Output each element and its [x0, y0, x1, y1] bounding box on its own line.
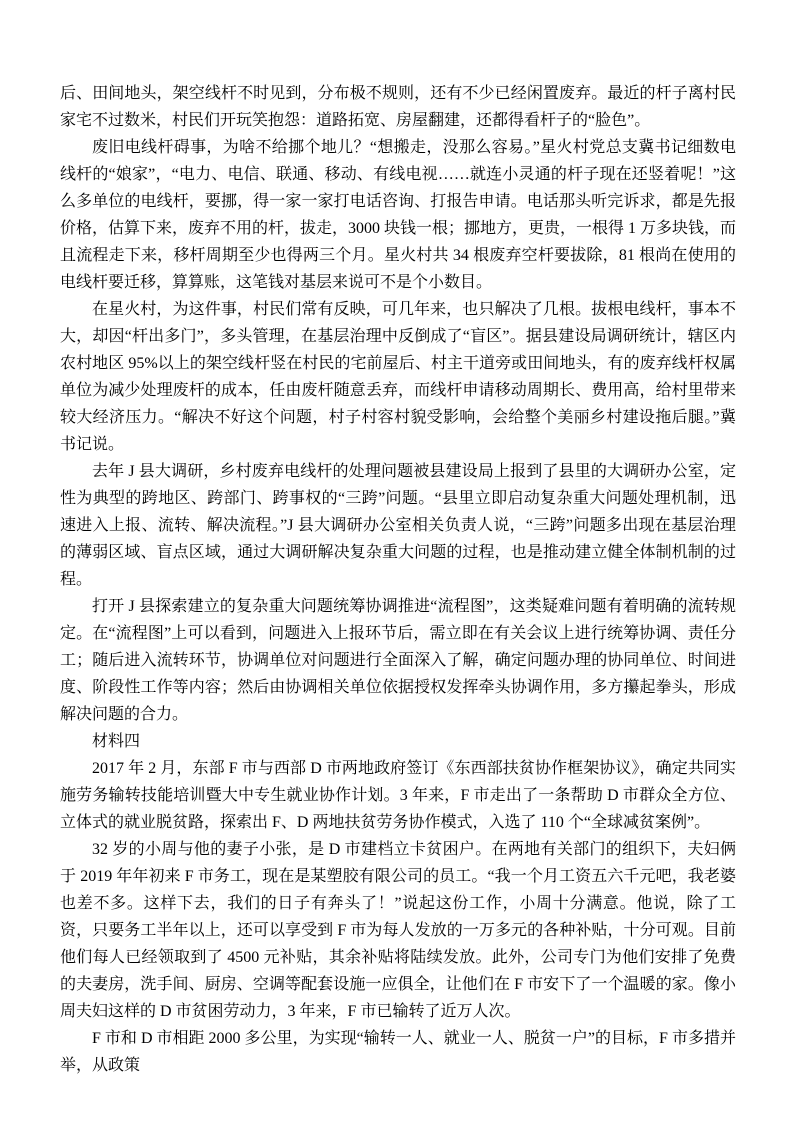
paragraph: 废旧电线杆碍事，为啥不给挪个地儿？“想搬走，没那么容易。”星火村党总支冀书记细数电线杆的“娘家”，“电力、电信、联通、移动、有线电视……就连小灵通的杆子现在还竖着呢！”这么多单位的电线杆，要挪，得一家一家打电话咨询、打报告申请。电话那头听完诉求，都是先报价格，估算下来，废弃不用的杆，拔走，3000 块钱一根；挪地方，更贵，一根得 1 万多块钱，而且流程走下来，移杆周期至少也得两三个月。星火村共 34 根废弃空杆要拔除，81 根尚在使用的电线杆要迁移，算算账，这笔钱对基层来说可不是个小数目。 [60, 139, 737, 291]
paragraph: 在星火村，为这件事，村民们常有反映，可几年来，也只解决了几根。拔根电线杆，事本不大，却因“杆出多门”，多头管理，在基层治理中反倒成了“盲区”。据县建设局调研统计，辖区内农村地区 95%以上的架空线杆竖在村民的宅前屋后、村主干道旁或田间地头，有的废弃线杆权属单位为减少处理废杆的成本，任由废杆随意丢弃，而线杆申请移动周期长、费用高，给村里带来较大经济压力。“解决不好这个问题，村子村容村貌受影响，会给整个美丽乡村建设拖后腿。”冀书记说。 [60, 301, 736, 453]
paragraph: 32 岁的小周与他的妻子小张，是 D 市建档立卡贫困户。在两地有关部门的组织下，夫妇俩于 2019 年年初来 F 市务工，现在是某塑胶有限公司的员工。“我一个月工资五六千元吧，我老婆也差不多。这样下去，我们的日子有奔头了！”说起这份工作，小周十分满意。他说，除了工资，只要务工半年以上，还可以享受到 F 市为每人发放的一万多元的各种补贴，十分可观。目前他们每人已经领取到了 4500 元补贴，其余补贴将陆续发放。此外，公司专门为他们安排了免费的夫妻房，洗手间、厨房、空调等配套设施一应俱全，让他们在 F 市安下了一个温暖的家。像小周夫妇这样的 D 市贫困劳动力，3 年来，F 市已输转了近万人次。 [60, 841, 736, 1020]
material-four-heading: 材料四 [92, 733, 141, 750]
paragraph: F 市和 D 市相距 2000 多公里，为实现“输转一人、就业一人、脱贫一户”的目标，F 市多措并举，从政策 [60, 1030, 736, 1074]
paragraph: 2017 年 2 月，东部 F 市与西部 D 市两地政府签订《东西部扶贫协作框架协议》，确定共同实施劳务输转技能培训暨大中专生就业协作计划。3 年来，F 市走出了一条帮助 D 市群众全方位、立体式的就业脱贫路，探索出 F、D 两地扶贫劳务协作模式，入选了 110 个“全球减贫案例”。 [60, 760, 736, 831]
paragraph: 去年 J 县大调研，乡村废弃电线杆的处理问题被县建设局上报到了县里的大调研办公室，定性为典型的跨地区、跨部门、跨事权的“三跨”问题。“县里立即启动复杂重大问题处理机制，迅速进入上报、流转、解决流程。”J 县大调研办公室相关负责人说，“三跨”问题多出现在基层治理的薄弱区域、盲点区域，通过大调研解决复杂重大问题的过程，也是推动建立健全体制机制的过程。 [60, 463, 736, 588]
paragraph: 打开 J 县探索建立的复杂重大问题统筹协调推进“流程图”，这类疑难问题有着明确的流转规定。在“流程图”上可以看到，问题进入上报环节后，需立即在有关会议上进行统筹协调、责任分工；随后进入流转环节，协调单位对问题进行全面深入了解，确定问题办理的协同单位、时间进度、阶段性工作等内容；然后由协调相关单位依据授权发挥牵头协调作用，多方攥起拳头，形成解决问题的合力。 [60, 598, 736, 723]
paragraph: 后、田间地头，架空线杆不时见到，分布极不规则，还有不少已经闲置废弃。最近的杆子离村民家宅不过数米，村民们开玩笑抱怨：道路拓宽、房屋翻建，还都得看杆子的“脸色”。 [60, 85, 736, 129]
document-body [60, 80, 736, 1079]
